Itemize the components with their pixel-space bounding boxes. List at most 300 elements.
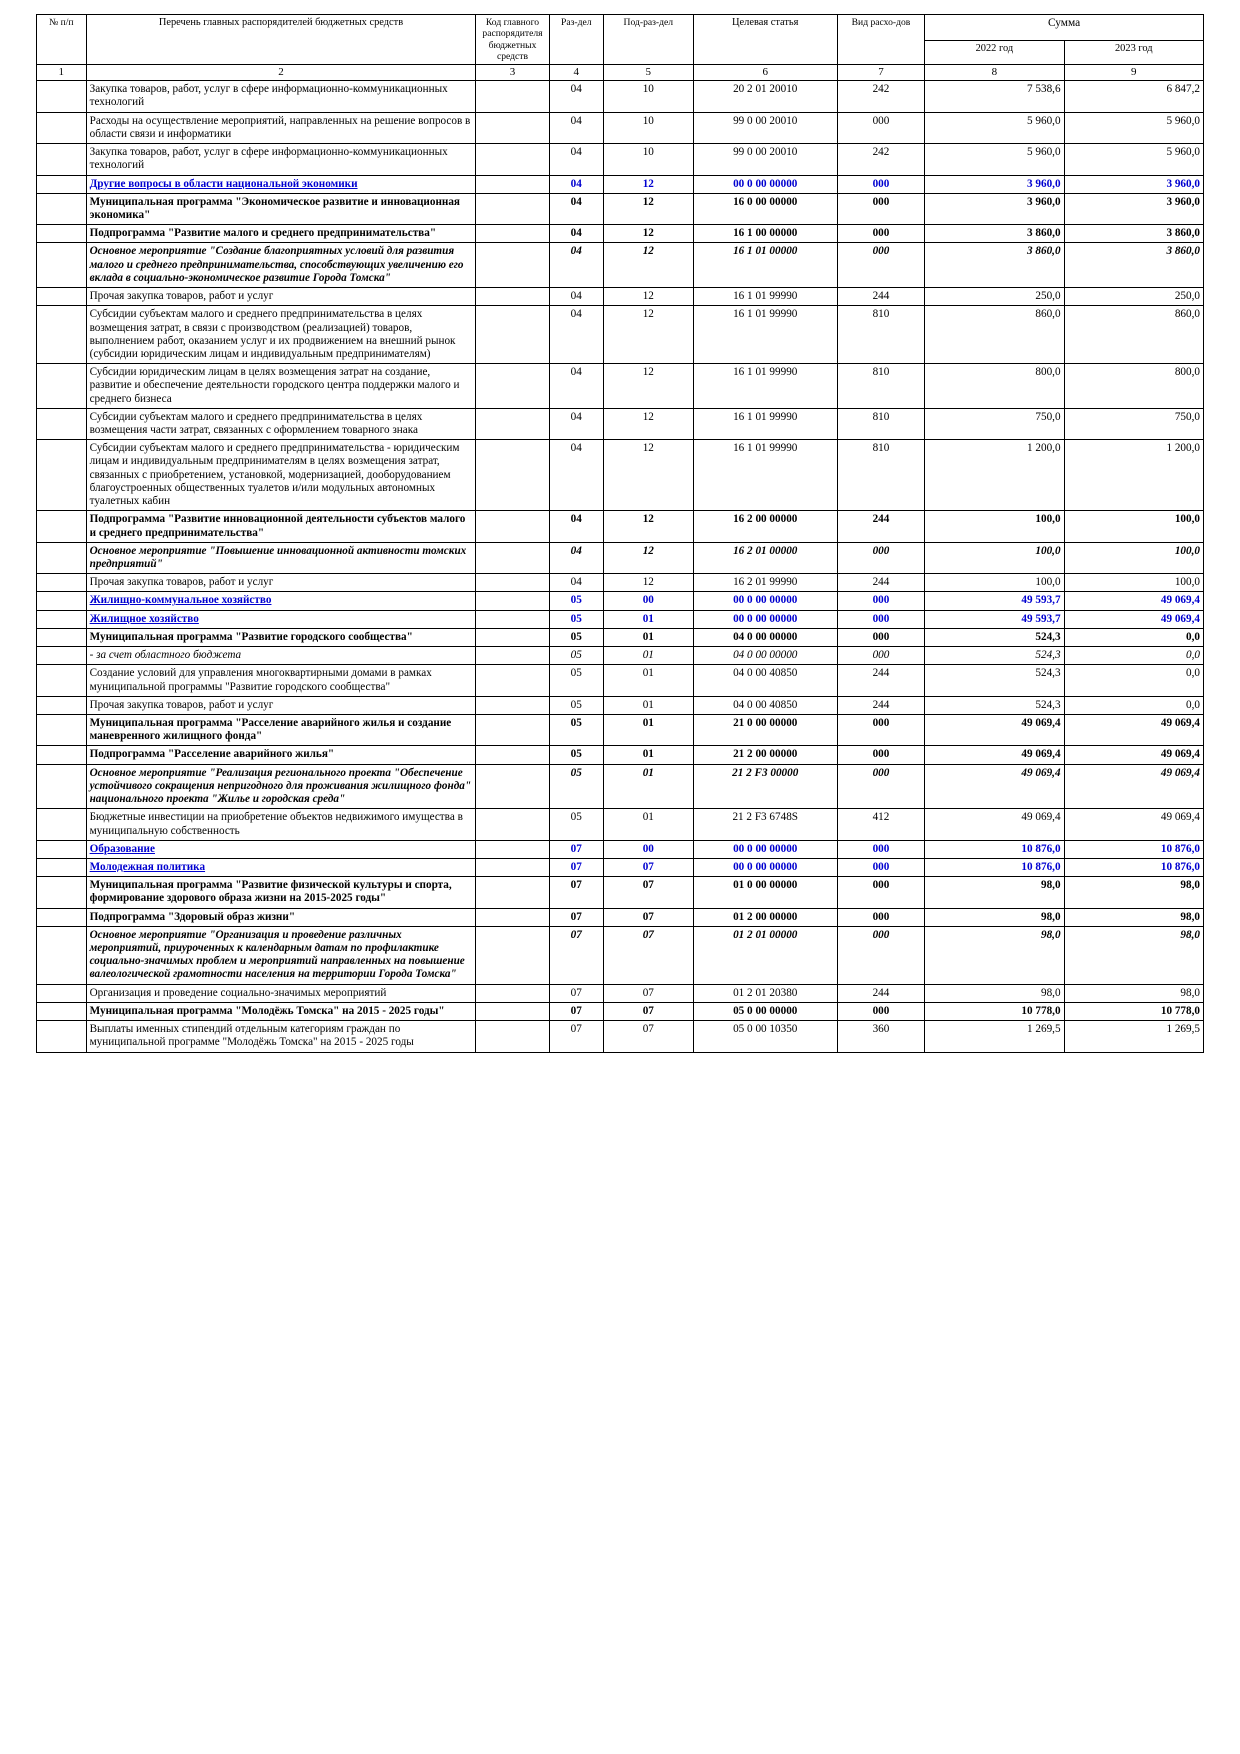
cell-razdel: 05 xyxy=(549,628,603,646)
cell-podrazdel: 12 xyxy=(603,288,693,306)
cell-podrazdel: 01 xyxy=(603,809,693,840)
table-body xyxy=(37,81,1204,1052)
cell-row-number xyxy=(37,628,87,646)
cell-sum-2022: 100,0 xyxy=(925,542,1064,573)
cell-podrazdel: 12 xyxy=(603,193,693,224)
cell-razdel: 04 xyxy=(549,408,603,439)
cell-row-number xyxy=(37,408,87,439)
cell-target-article: 00 0 00 00000 xyxy=(693,592,837,610)
cell-podrazdel: 07 xyxy=(603,1002,693,1020)
colnum-6: 6 xyxy=(693,65,837,81)
cell-item-name: Субсидии юридическим лицам в целях возмещения затрат на создание, развитие и обеспечение деятельности городского центра поддержки малого и среднего бизнеса xyxy=(86,364,476,409)
cell-row-number xyxy=(37,746,87,764)
table-row xyxy=(37,364,1204,409)
cell-target-article: 04 0 00 00000 xyxy=(693,647,837,665)
cell-target-article: 16 1 01 99990 xyxy=(693,288,837,306)
header-col-razdel: Раз-дел xyxy=(549,15,603,65)
cell-sum-2023: 49 069,4 xyxy=(1064,764,1203,809)
cell-podrazdel: 10 xyxy=(603,81,693,112)
cell-sum-2023: 10 876,0 xyxy=(1064,840,1203,858)
table-row xyxy=(37,440,1204,511)
cell-sum-2023: 0,0 xyxy=(1064,647,1203,665)
cell-row-number xyxy=(37,193,87,224)
cell-row-number xyxy=(37,877,87,908)
cell-admin-code xyxy=(476,112,549,143)
table-row xyxy=(37,764,1204,809)
table-row xyxy=(37,144,1204,175)
table-header xyxy=(37,15,1204,81)
cell-admin-code xyxy=(476,81,549,112)
table-row xyxy=(37,592,1204,610)
cell-expense-type: 242 xyxy=(837,144,924,175)
cell-podrazdel: 01 xyxy=(603,696,693,714)
cell-sum-2022: 100,0 xyxy=(925,511,1064,542)
cell-row-number xyxy=(37,288,87,306)
cell-item-name: Субсидии субъектам малого и среднего предпринимательства в целях возмещения затрат, в связи с производством (реализацией) товаров, выполнением работ, оказанием услуг и их продвижением на внешний рынок (субсидии юридическим лицам и индивидуальным предпринимателям) xyxy=(86,306,476,364)
table-row xyxy=(37,908,1204,926)
colnum-1: 1 xyxy=(37,65,87,81)
cell-podrazdel: 07 xyxy=(603,984,693,1002)
colnum-5: 5 xyxy=(603,65,693,81)
cell-sum-2023: 3 860,0 xyxy=(1064,243,1203,288)
cell-row-number xyxy=(37,926,87,984)
cell-admin-code xyxy=(476,746,549,764)
cell-item-name: Закупка товаров, работ, услуг в сфере информационно-коммуникационных технологий xyxy=(86,144,476,175)
cell-item-name: Молодежная политика xyxy=(86,858,476,876)
cell-sum-2022: 3 860,0 xyxy=(925,243,1064,288)
cell-podrazdel: 01 xyxy=(603,628,693,646)
header-col-number: № п/п xyxy=(37,15,87,65)
table-row xyxy=(37,574,1204,592)
cell-sum-2023: 98,0 xyxy=(1064,984,1203,1002)
header-col-year-2022: 2022 год xyxy=(925,40,1064,64)
colnum-7: 7 xyxy=(837,65,924,81)
cell-row-number xyxy=(37,243,87,288)
cell-item-name: Создание условий для управления многоквартирными домами в рамках муниципальной программы "Развитие городского сообщества" xyxy=(86,665,476,696)
header-col-target-article: Целевая статья xyxy=(693,15,837,65)
cell-target-article: 16 2 01 00000 xyxy=(693,542,837,573)
cell-admin-code xyxy=(476,764,549,809)
cell-podrazdel: 01 xyxy=(603,610,693,628)
table-row xyxy=(37,647,1204,665)
cell-target-article: 01 2 00 00000 xyxy=(693,908,837,926)
cell-podrazdel: 12 xyxy=(603,364,693,409)
table-row xyxy=(37,840,1204,858)
cell-row-number xyxy=(37,984,87,1002)
cell-razdel: 04 xyxy=(549,306,603,364)
header-col-name: Перечень главных распорядителей бюджетных средств xyxy=(86,15,476,65)
cell-item-name: Образование xyxy=(86,840,476,858)
cell-expense-type: 360 xyxy=(837,1021,924,1052)
cell-sum-2023: 49 069,4 xyxy=(1064,809,1203,840)
cell-sum-2022: 524,3 xyxy=(925,628,1064,646)
cell-sum-2023: 100,0 xyxy=(1064,511,1203,542)
cell-sum-2023: 1 200,0 xyxy=(1064,440,1203,511)
cell-sum-2022: 98,0 xyxy=(925,908,1064,926)
cell-razdel: 05 xyxy=(549,809,603,840)
cell-sum-2022: 49 069,4 xyxy=(925,809,1064,840)
cell-row-number xyxy=(37,542,87,573)
cell-podrazdel: 07 xyxy=(603,858,693,876)
cell-sum-2023: 250,0 xyxy=(1064,288,1203,306)
table-row xyxy=(37,628,1204,646)
cell-sum-2022: 98,0 xyxy=(925,984,1064,1002)
cell-item-name: Основное мероприятие "Реализация регионального проекта "Обеспечение устойчивого сокращения непригодного для проживания жилищного фонда" национального проекта "Жилье и городская среда" xyxy=(86,764,476,809)
cell-row-number xyxy=(37,908,87,926)
table-row xyxy=(37,288,1204,306)
cell-target-article: 16 1 01 00000 xyxy=(693,243,837,288)
cell-expense-type: 810 xyxy=(837,408,924,439)
cell-expense-type: 000 xyxy=(837,840,924,858)
cell-item-name: Муниципальная программа "Экономическое развитие и инновационная экономика" xyxy=(86,193,476,224)
cell-row-number xyxy=(37,81,87,112)
cell-razdel: 05 xyxy=(549,714,603,745)
cell-expense-type: 810 xyxy=(837,306,924,364)
cell-podrazdel: 00 xyxy=(603,592,693,610)
cell-admin-code xyxy=(476,1021,549,1052)
cell-sum-2023: 800,0 xyxy=(1064,364,1203,409)
cell-sum-2023: 98,0 xyxy=(1064,926,1203,984)
cell-razdel: 07 xyxy=(549,840,603,858)
cell-razdel: 04 xyxy=(549,574,603,592)
cell-item-name: Прочая закупка товаров, работ и услуг xyxy=(86,288,476,306)
cell-sum-2023: 49 069,4 xyxy=(1064,714,1203,745)
cell-expense-type: 000 xyxy=(837,926,924,984)
cell-sum-2023: 1 269,5 xyxy=(1064,1021,1203,1052)
table-row xyxy=(37,193,1204,224)
table-row xyxy=(37,112,1204,143)
cell-razdel: 04 xyxy=(549,364,603,409)
cell-row-number xyxy=(37,511,87,542)
cell-sum-2023: 0,0 xyxy=(1064,696,1203,714)
cell-row-number xyxy=(37,112,87,143)
cell-row-number xyxy=(37,306,87,364)
cell-target-article: 16 1 01 99990 xyxy=(693,306,837,364)
cell-target-article: 99 0 00 20010 xyxy=(693,112,837,143)
colnum-2: 2 xyxy=(86,65,476,81)
cell-sum-2023: 3 860,0 xyxy=(1064,225,1203,243)
table-row xyxy=(37,1021,1204,1052)
cell-razdel: 07 xyxy=(549,1002,603,1020)
colnum-4: 4 xyxy=(549,65,603,81)
cell-razdel: 05 xyxy=(549,610,603,628)
cell-target-article: 16 1 01 99990 xyxy=(693,440,837,511)
cell-row-number xyxy=(37,696,87,714)
cell-item-name: Муниципальная программа "Молодёжь Томска" на 2015 - 2025 годы" xyxy=(86,1002,476,1020)
cell-row-number xyxy=(37,175,87,193)
cell-sum-2022: 98,0 xyxy=(925,877,1064,908)
cell-item-name: Расходы на осуществление мероприятий, направленных на решение вопросов в области связи и информатики xyxy=(86,112,476,143)
cell-podrazdel: 12 xyxy=(603,440,693,511)
cell-target-article: 21 2 F3 6748S xyxy=(693,809,837,840)
cell-row-number xyxy=(37,858,87,876)
cell-target-article: 00 0 00 00000 xyxy=(693,858,837,876)
cell-item-name: Субсидии субъектам малого и среднего предпринимательства - юридическим лицам и индивидуальным предпринимателям в целях возмещения затрат, связанных с приобретением, установкой, модернизацией, дооборудованием благоустроенных общественных туалетов и/или модульных автономных туалетных кабин xyxy=(86,440,476,511)
cell-expense-type: 000 xyxy=(837,628,924,646)
cell-admin-code xyxy=(476,877,549,908)
cell-podrazdel: 01 xyxy=(603,714,693,745)
cell-expense-type: 244 xyxy=(837,574,924,592)
cell-razdel: 04 xyxy=(549,112,603,143)
cell-sum-2023: 10 778,0 xyxy=(1064,1002,1203,1020)
cell-admin-code xyxy=(476,628,549,646)
cell-sum-2022: 10 876,0 xyxy=(925,840,1064,858)
table-row xyxy=(37,877,1204,908)
cell-sum-2023: 98,0 xyxy=(1064,908,1203,926)
cell-sum-2022: 49 593,7 xyxy=(925,592,1064,610)
cell-row-number xyxy=(37,665,87,696)
cell-razdel: 04 xyxy=(549,193,603,224)
cell-razdel: 05 xyxy=(549,592,603,610)
cell-expense-type: 244 xyxy=(837,696,924,714)
cell-row-number xyxy=(37,592,87,610)
cell-item-name: Подпрограмма "Здоровый образ жизни" xyxy=(86,908,476,926)
cell-item-name: Жилищно-коммунальное хозяйство xyxy=(86,592,476,610)
cell-podrazdel: 07 xyxy=(603,926,693,984)
cell-sum-2022: 750,0 xyxy=(925,408,1064,439)
table-row xyxy=(37,984,1204,1002)
cell-target-article: 99 0 00 20010 xyxy=(693,144,837,175)
cell-admin-code xyxy=(476,858,549,876)
cell-razdel: 05 xyxy=(549,647,603,665)
cell-target-article: 00 0 00 00000 xyxy=(693,610,837,628)
table-row xyxy=(37,809,1204,840)
cell-sum-2023: 10 876,0 xyxy=(1064,858,1203,876)
cell-item-name: Основное мероприятие "Организация и проведение различных мероприятий, приуроченных к календарным датам по профилактике социально-значимых проблем и мероприятий направленных на повышение валеологической грамотности населения на территории Города Томска" xyxy=(86,926,476,984)
cell-sum-2023: 3 960,0 xyxy=(1064,175,1203,193)
cell-sum-2022: 100,0 xyxy=(925,574,1064,592)
cell-target-article: 01 0 00 00000 xyxy=(693,877,837,908)
cell-row-number xyxy=(37,809,87,840)
cell-row-number xyxy=(37,714,87,745)
cell-admin-code xyxy=(476,574,549,592)
cell-target-article: 16 2 00 00000 xyxy=(693,511,837,542)
cell-item-name: Закупка товаров, работ, услуг в сфере информационно-коммуникационных технологий xyxy=(86,81,476,112)
cell-admin-code xyxy=(476,908,549,926)
cell-sum-2022: 524,3 xyxy=(925,665,1064,696)
table-row xyxy=(37,665,1204,696)
cell-razdel: 05 xyxy=(549,764,603,809)
table-row xyxy=(37,81,1204,112)
cell-sum-2022: 5 960,0 xyxy=(925,112,1064,143)
cell-item-name: Основное мероприятие "Повышение инновационной активности томских предприятий" xyxy=(86,542,476,573)
cell-sum-2023: 49 069,4 xyxy=(1064,746,1203,764)
cell-podrazdel: 07 xyxy=(603,908,693,926)
cell-target-article: 16 1 00 00000 xyxy=(693,225,837,243)
cell-sum-2022: 49 069,4 xyxy=(925,714,1064,745)
cell-item-name: Муниципальная программа "Развитие городского сообщества" xyxy=(86,628,476,646)
cell-row-number xyxy=(37,610,87,628)
cell-sum-2022: 10 778,0 xyxy=(925,1002,1064,1020)
cell-row-number xyxy=(37,1021,87,1052)
cell-target-article: 16 1 01 99990 xyxy=(693,408,837,439)
cell-razdel: 04 xyxy=(549,542,603,573)
cell-admin-code xyxy=(476,288,549,306)
cell-expense-type: 000 xyxy=(837,647,924,665)
cell-sum-2022: 49 069,4 xyxy=(925,746,1064,764)
cell-admin-code xyxy=(476,714,549,745)
cell-sum-2022: 1 200,0 xyxy=(925,440,1064,511)
cell-expense-type: 000 xyxy=(837,714,924,745)
table-row xyxy=(37,306,1204,364)
table-row xyxy=(37,696,1204,714)
cell-sum-2022: 3 860,0 xyxy=(925,225,1064,243)
table-row xyxy=(37,408,1204,439)
cell-sum-2022: 3 960,0 xyxy=(925,193,1064,224)
cell-admin-code xyxy=(476,364,549,409)
cell-sum-2023: 49 069,4 xyxy=(1064,610,1203,628)
cell-target-article: 16 1 01 99990 xyxy=(693,364,837,409)
cell-razdel: 07 xyxy=(549,1021,603,1052)
cell-admin-code xyxy=(476,840,549,858)
cell-item-name: Другие вопросы в области национальной экономики xyxy=(86,175,476,193)
table-row xyxy=(37,243,1204,288)
cell-target-article: 01 2 01 00000 xyxy=(693,926,837,984)
cell-razdel: 07 xyxy=(549,858,603,876)
cell-sum-2022: 10 876,0 xyxy=(925,858,1064,876)
cell-target-article: 04 0 00 00000 xyxy=(693,628,837,646)
cell-expense-type: 000 xyxy=(837,193,924,224)
cell-target-article: 21 2 00 00000 xyxy=(693,746,837,764)
cell-razdel: 07 xyxy=(549,926,603,984)
cell-item-name: Прочая закупка товаров, работ и услуг xyxy=(86,574,476,592)
header-col-podrazdel: Под-раз-дел xyxy=(603,15,693,65)
cell-admin-code xyxy=(476,1002,549,1020)
cell-podrazdel: 12 xyxy=(603,511,693,542)
cell-sum-2023: 5 960,0 xyxy=(1064,112,1203,143)
cell-podrazdel: 10 xyxy=(603,112,693,143)
header-col-code: Код главного распорядителя бюджетных средств xyxy=(476,15,549,65)
cell-razdel: 07 xyxy=(549,984,603,1002)
cell-target-article: 20 2 01 20010 xyxy=(693,81,837,112)
budget-table xyxy=(36,14,1204,1053)
cell-admin-code xyxy=(476,193,549,224)
cell-expense-type: 000 xyxy=(837,1002,924,1020)
cell-expense-type: 000 xyxy=(837,877,924,908)
cell-razdel: 04 xyxy=(549,440,603,511)
cell-sum-2022: 3 960,0 xyxy=(925,175,1064,193)
cell-expense-type: 244 xyxy=(837,984,924,1002)
cell-target-article: 00 0 00 00000 xyxy=(693,840,837,858)
cell-sum-2022: 524,3 xyxy=(925,696,1064,714)
cell-expense-type: 810 xyxy=(837,364,924,409)
cell-expense-type: 810 xyxy=(837,440,924,511)
cell-sum-2022: 860,0 xyxy=(925,306,1064,364)
cell-expense-type: 244 xyxy=(837,665,924,696)
table-row xyxy=(37,511,1204,542)
table-row xyxy=(37,858,1204,876)
cell-podrazdel: 01 xyxy=(603,665,693,696)
cell-row-number xyxy=(37,764,87,809)
cell-admin-code xyxy=(476,225,549,243)
cell-expense-type: 242 xyxy=(837,81,924,112)
cell-row-number xyxy=(37,225,87,243)
colnum-9: 9 xyxy=(1064,65,1203,81)
cell-razdel: 04 xyxy=(549,81,603,112)
cell-expense-type: 000 xyxy=(837,175,924,193)
cell-sum-2022: 98,0 xyxy=(925,926,1064,984)
cell-target-article: 21 2 F3 00000 xyxy=(693,764,837,809)
cell-expense-type: 000 xyxy=(837,746,924,764)
table-row xyxy=(37,714,1204,745)
cell-row-number xyxy=(37,574,87,592)
cell-admin-code xyxy=(476,306,549,364)
cell-admin-code xyxy=(476,696,549,714)
cell-sum-2022: 250,0 xyxy=(925,288,1064,306)
cell-podrazdel: 10 xyxy=(603,144,693,175)
table-row xyxy=(37,926,1204,984)
cell-target-article: 04 0 00 40850 xyxy=(693,665,837,696)
cell-row-number xyxy=(37,144,87,175)
cell-podrazdel: 12 xyxy=(603,243,693,288)
cell-admin-code xyxy=(476,665,549,696)
colnum-3: 3 xyxy=(476,65,549,81)
cell-podrazdel: 01 xyxy=(603,746,693,764)
cell-item-name: Субсидии субъектам малого и среднего предпринимательства в целях возмещения части затрат, связанных с оформлением товарного знака xyxy=(86,408,476,439)
cell-expense-type: 000 xyxy=(837,610,924,628)
cell-sum-2023: 100,0 xyxy=(1064,542,1203,573)
cell-podrazdel: 12 xyxy=(603,225,693,243)
cell-sum-2023: 3 960,0 xyxy=(1064,193,1203,224)
cell-podrazdel: 12 xyxy=(603,175,693,193)
cell-razdel: 07 xyxy=(549,908,603,926)
cell-admin-code xyxy=(476,647,549,665)
cell-sum-2023: 860,0 xyxy=(1064,306,1203,364)
table-row xyxy=(37,225,1204,243)
table-row xyxy=(37,542,1204,573)
cell-item-name: Подпрограмма "Развитие инновационной деятельности субъектов малого и среднего предпринимательства" xyxy=(86,511,476,542)
cell-podrazdel: 12 xyxy=(603,542,693,573)
cell-sum-2023: 0,0 xyxy=(1064,628,1203,646)
cell-target-article: 16 2 01 99990 xyxy=(693,574,837,592)
cell-sum-2022: 49 069,4 xyxy=(925,764,1064,809)
cell-expense-type: 244 xyxy=(837,288,924,306)
cell-target-article: 00 0 00 00000 xyxy=(693,175,837,193)
cell-row-number xyxy=(37,840,87,858)
table-row xyxy=(37,610,1204,628)
cell-sum-2022: 49 593,7 xyxy=(925,610,1064,628)
cell-razdel: 07 xyxy=(549,877,603,908)
header-col-sum: Сумма xyxy=(925,15,1204,41)
cell-podrazdel: 07 xyxy=(603,1021,693,1052)
cell-target-article: 21 0 00 00000 xyxy=(693,714,837,745)
table-row xyxy=(37,746,1204,764)
cell-target-article: 05 0 00 10350 xyxy=(693,1021,837,1052)
cell-expense-type: 000 xyxy=(837,542,924,573)
cell-item-name: Муниципальная программа "Расселение аварийного жилья и создание маневренного жилищного фонда" xyxy=(86,714,476,745)
cell-item-name: Подпрограмма "Расселение аварийного жилья" xyxy=(86,746,476,764)
colnum-8: 8 xyxy=(925,65,1064,81)
cell-row-number xyxy=(37,440,87,511)
cell-item-name: - за счет областного бюджета xyxy=(86,647,476,665)
cell-sum-2023: 100,0 xyxy=(1064,574,1203,592)
cell-admin-code xyxy=(476,175,549,193)
cell-item-name: Подпрограмма "Развитие малого и среднего предпринимательства" xyxy=(86,225,476,243)
cell-sum-2023: 5 960,0 xyxy=(1064,144,1203,175)
cell-item-name: Бюджетные инвестиции на приобретение объектов недвижимого имущества в муниципальную собственность xyxy=(86,809,476,840)
cell-sum-2022: 7 538,6 xyxy=(925,81,1064,112)
column-number-row xyxy=(37,65,1204,81)
cell-item-name: Выплаты именных стипендий отдельным категориям граждан по муниципальной программе "Молодёжь Томска" на 2015 - 2025 годы xyxy=(86,1021,476,1052)
cell-razdel: 04 xyxy=(549,511,603,542)
cell-target-article: 05 0 00 00000 xyxy=(693,1002,837,1020)
cell-razdel: 04 xyxy=(549,175,603,193)
cell-podrazdel: 12 xyxy=(603,306,693,364)
cell-row-number xyxy=(37,647,87,665)
cell-razdel: 04 xyxy=(549,243,603,288)
cell-sum-2023: 6 847,2 xyxy=(1064,81,1203,112)
cell-admin-code xyxy=(476,440,549,511)
